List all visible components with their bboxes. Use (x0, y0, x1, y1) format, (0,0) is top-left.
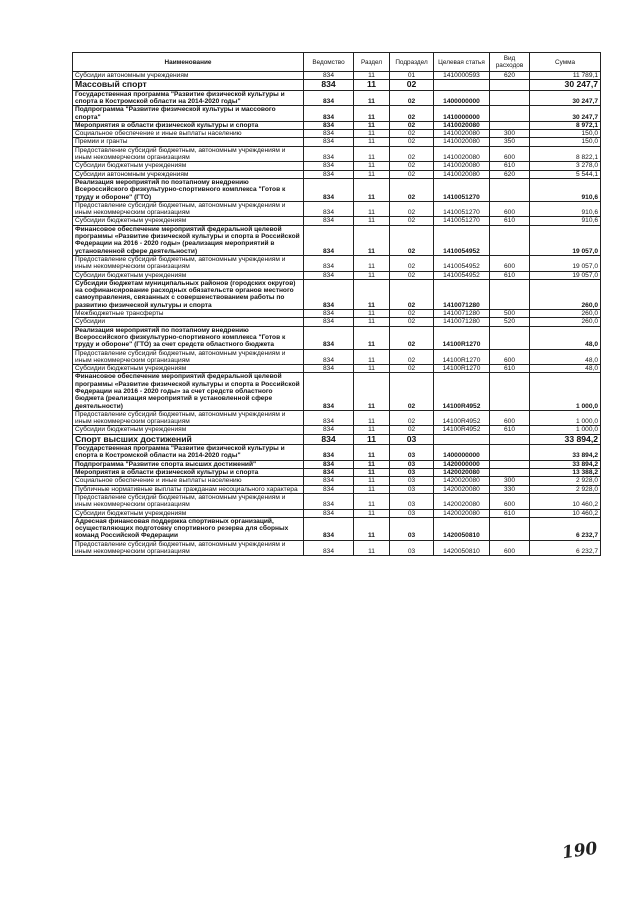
cell-name: Подпрограмма "Развитие спорта высших достижений" (73, 460, 304, 468)
cell-amount: 2 928,0 (530, 485, 601, 493)
cell-amount: 910,6 (530, 217, 601, 225)
cell-expense-type: 600 (490, 146, 530, 162)
table-row (73, 80, 601, 90)
cell-section: 11 (354, 517, 390, 540)
cell-department: 834 (304, 201, 354, 217)
cell-name: Субсидии бюджетным учреждениям (73, 217, 304, 225)
cell-name: Предоставление субсидий бюджетным, автономным учреждениям и иным некоммерческим организациям (73, 410, 304, 426)
cell-target-article: 1410051270 (434, 201, 490, 217)
cell-name: Социальное обеспечение и иные выплаты населению (73, 130, 304, 138)
cell-department: 834 (304, 540, 354, 556)
cell-section: 11 (354, 434, 390, 444)
cell-department: 834 (304, 106, 354, 122)
cell-subsection: 02 (390, 373, 434, 410)
cell-target-article: 1410071280 (434, 279, 490, 309)
cell-amount: 5 544,1 (530, 170, 601, 178)
table-row (73, 509, 601, 517)
cell-expense-type (490, 279, 530, 309)
cell-department: 834 (304, 225, 354, 255)
table-row (73, 146, 601, 162)
cell-target-article: 1420020080 (434, 485, 490, 493)
cell-expense-type: 610 (490, 271, 530, 279)
table-row (73, 72, 601, 80)
cell-amount: 30 247,7 (530, 106, 601, 122)
table-row (73, 138, 601, 146)
cell-section: 11 (354, 460, 390, 468)
cell-expense-type: 610 (490, 217, 530, 225)
cell-target-article: 1410020080 (434, 121, 490, 129)
cell-section: 11 (354, 121, 390, 129)
cell-target-article: 1410051270 (434, 178, 490, 201)
cell-name: Межбюджетные трансферты (73, 310, 304, 318)
cell-section: 11 (354, 445, 390, 461)
cell-expense-type (490, 434, 530, 444)
cell-expense-type: 600 (490, 493, 530, 509)
header-department: Ведомство (304, 53, 354, 72)
cell-target-article: 1420020080 (434, 469, 490, 477)
cell-amount: 3 278,0 (530, 162, 601, 170)
cell-name: Мероприятия в области физической культуры и спорта (73, 469, 304, 477)
cell-department: 834 (304, 80, 354, 90)
cell-expense-type (490, 469, 530, 477)
cell-subsection: 02 (390, 90, 434, 106)
header-expense-type: Вид расходов (490, 53, 530, 72)
cell-name: Финансовое обеспечение мероприятий федеральной целевой программы «Развитие физической культуры и спорта в Российской Федерации на 2016 - 2020 годы» за счет средств областного бюджета (реализация мероприятий в установленной сфере деятельности) (73, 373, 304, 410)
cell-amount: 8 972,1 (530, 121, 601, 129)
cell-section: 11 (354, 225, 390, 255)
cell-name: Субсидии (73, 318, 304, 326)
cell-subsection: 02 (390, 130, 434, 138)
cell-subsection: 03 (390, 434, 434, 444)
cell-expense-type: 610 (490, 426, 530, 434)
cell-subsection: 02 (390, 106, 434, 122)
cell-amount: 33 894,2 (530, 460, 601, 468)
cell-expense-type: 520 (490, 318, 530, 326)
cell-department: 834 (304, 349, 354, 365)
cell-subsection: 03 (390, 509, 434, 517)
cell-name: Премии и гранты (73, 138, 304, 146)
table-row (73, 121, 601, 129)
cell-department: 834 (304, 162, 354, 170)
cell-target-article: 14100R1270 (434, 349, 490, 365)
cell-department: 834 (304, 517, 354, 540)
cell-department: 834 (304, 146, 354, 162)
cell-target-article: 1410054952 (434, 255, 490, 271)
cell-amount: 260,0 (530, 318, 601, 326)
cell-amount: 10 460,2 (530, 509, 601, 517)
cell-section: 11 (354, 106, 390, 122)
cell-target-article: 1410054952 (434, 271, 490, 279)
cell-amount: 48,0 (530, 365, 601, 373)
cell-department: 834 (304, 373, 354, 410)
budget-document (72, 52, 600, 556)
cell-target-article: 1410051270 (434, 217, 490, 225)
cell-subsection: 03 (390, 540, 434, 556)
table-row (73, 326, 601, 349)
cell-amount: 6 232,7 (530, 517, 601, 540)
cell-department: 834 (304, 426, 354, 434)
table-header-row (73, 53, 601, 72)
cell-subsection: 02 (390, 162, 434, 170)
cell-subsection: 02 (390, 271, 434, 279)
cell-expense-type: 300 (490, 130, 530, 138)
cell-expense-type (490, 178, 530, 201)
cell-subsection: 02 (390, 318, 434, 326)
cell-target-article: 14100R4952 (434, 410, 490, 426)
cell-section: 11 (354, 279, 390, 309)
cell-expense-type: 610 (490, 162, 530, 170)
cell-expense-type (490, 225, 530, 255)
cell-section: 11 (354, 138, 390, 146)
cell-amount: 11 789,1 (530, 72, 601, 80)
cell-subsection: 03 (390, 445, 434, 461)
table-row (73, 170, 601, 178)
cell-section: 11 (354, 178, 390, 201)
header-target-article: Целевая статья (434, 53, 490, 72)
table-row (73, 201, 601, 217)
cell-amount: 30 247,7 (530, 90, 601, 106)
cell-expense-type (490, 121, 530, 129)
cell-amount: 150,0 (530, 130, 601, 138)
cell-subsection: 01 (390, 72, 434, 80)
table-row (73, 310, 601, 318)
cell-target-article: 1400000000 (434, 445, 490, 461)
cell-department: 834 (304, 460, 354, 468)
cell-department: 834 (304, 279, 354, 309)
cell-amount: 6 232,7 (530, 540, 601, 556)
cell-subsection: 02 (390, 349, 434, 365)
cell-name: Субсидии бюджетным учреждениям (73, 509, 304, 517)
table-row (73, 410, 601, 426)
cell-section: 11 (354, 318, 390, 326)
cell-subsection: 03 (390, 460, 434, 468)
cell-subsection: 02 (390, 279, 434, 309)
table-row (73, 426, 601, 434)
cell-department: 834 (304, 178, 354, 201)
cell-department: 834 (304, 310, 354, 318)
cell-name: Субсидии бюджетным учреждениям (73, 365, 304, 373)
cell-amount: 260,0 (530, 279, 601, 309)
cell-department: 834 (304, 445, 354, 461)
cell-name: Субсидии бюджетным учреждениям (73, 426, 304, 434)
cell-department: 834 (304, 121, 354, 129)
table-row (73, 477, 601, 485)
table-row (73, 225, 601, 255)
cell-department: 834 (304, 217, 354, 225)
cell-subsection: 02 (390, 178, 434, 201)
header-subsection: Подраздел (390, 53, 434, 72)
cell-section: 11 (354, 365, 390, 373)
cell-subsection: 02 (390, 80, 434, 90)
cell-subsection: 02 (390, 326, 434, 349)
cell-target-article: 1410000000 (434, 106, 490, 122)
cell-subsection: 02 (390, 201, 434, 217)
cell-name: Адресная финансовая поддержка спортивных организаций, осуществляющих подготовку спортивного резерва для сборных команд Российской Федерации (73, 517, 304, 540)
cell-target-article: 14100R1270 (434, 365, 490, 373)
cell-expense-type: 350 (490, 138, 530, 146)
cell-expense-type: 610 (490, 509, 530, 517)
cell-amount: 150,0 (530, 138, 601, 146)
cell-section: 11 (354, 146, 390, 162)
header-section: Раздел (354, 53, 390, 72)
cell-section: 11 (354, 485, 390, 493)
cell-expense-type (490, 80, 530, 90)
cell-amount: 48,0 (530, 349, 601, 365)
cell-name: Финансовое обеспечение мероприятий федеральной целевой программы «Развитие физической культуры и спорта в Российской Федерации на 2016 - 2020 годы» (реализация мероприятий в установленной сфере деятельности) (73, 225, 304, 255)
table-body (73, 72, 601, 556)
cell-name: Субсидии бюджетным учреждениям (73, 162, 304, 170)
table-row (73, 106, 601, 122)
cell-amount: 48,0 (530, 326, 601, 349)
cell-target-article: 14100R1270 (434, 326, 490, 349)
cell-subsection: 02 (390, 365, 434, 373)
cell-section: 11 (354, 72, 390, 80)
cell-department: 834 (304, 72, 354, 80)
cell-name: Предоставление субсидий бюджетным, автономным учреждениям и иным некоммерческим организациям (73, 146, 304, 162)
cell-name: Предоставление субсидий бюджетным, автономным учреждениям и иным некоммерческим организациям (73, 255, 304, 271)
cell-department: 834 (304, 326, 354, 349)
cell-subsection: 02 (390, 170, 434, 178)
cell-amount: 10 460,2 (530, 493, 601, 509)
cell-target-article: 1410020080 (434, 146, 490, 162)
table-row (73, 445, 601, 461)
cell-target-article: 1420020080 (434, 477, 490, 485)
cell-subsection: 02 (390, 310, 434, 318)
cell-target-article (434, 80, 490, 90)
cell-expense-type: 600 (490, 410, 530, 426)
cell-amount: 1 000,0 (530, 373, 601, 410)
table-row (73, 318, 601, 326)
cell-expense-type: 600 (490, 349, 530, 365)
cell-expense-type: 610 (490, 365, 530, 373)
cell-department: 834 (304, 130, 354, 138)
cell-target-article: 1410071280 (434, 310, 490, 318)
budget-table (72, 52, 601, 556)
cell-name: Предоставление субсидий бюджетным, автономным учреждениям и иным некоммерческим организациям (73, 493, 304, 509)
cell-subsection: 03 (390, 517, 434, 540)
cell-section: 11 (354, 540, 390, 556)
cell-subsection: 02 (390, 410, 434, 426)
cell-expense-type: 600 (490, 201, 530, 217)
cell-name: Реализация мероприятий по поэтапному внедрению Всероссийского физкультурно-спортивного комплекса "Готов к труду и обороне" (ГТО) за счет средств областного бюджета (73, 326, 304, 349)
cell-name: Социальное обеспечение и иные выплаты населению (73, 477, 304, 485)
cell-subsection: 02 (390, 138, 434, 146)
cell-department: 834 (304, 318, 354, 326)
cell-amount: 1 000,0 (530, 426, 601, 434)
page-number: 190 (560, 838, 599, 864)
cell-section: 11 (354, 469, 390, 477)
cell-subsection: 02 (390, 426, 434, 434)
table-row (73, 469, 601, 477)
cell-section: 11 (354, 255, 390, 271)
cell-name: Мероприятия в области физической культуры и спорта (73, 121, 304, 129)
cell-amount: 33 894,2 (530, 445, 601, 461)
cell-department: 834 (304, 485, 354, 493)
table-row (73, 349, 601, 365)
cell-section: 11 (354, 410, 390, 426)
cell-section: 11 (354, 162, 390, 170)
cell-subsection: 03 (390, 477, 434, 485)
table-row (73, 279, 601, 309)
cell-section: 11 (354, 326, 390, 349)
cell-amount: 19 057,0 (530, 225, 601, 255)
cell-section: 11 (354, 349, 390, 365)
cell-amount: 260,0 (530, 310, 601, 318)
cell-section: 11 (354, 310, 390, 318)
header-name: Наименование (73, 53, 304, 72)
cell-expense-type: 500 (490, 310, 530, 318)
cell-amount: 8 822,1 (530, 146, 601, 162)
cell-expense-type (490, 106, 530, 122)
cell-section: 11 (354, 426, 390, 434)
cell-name: Государственная программа "Развитие физической культуры и спорта в Костромской области на 2014-2020 годы" (73, 90, 304, 106)
cell-department: 834 (304, 410, 354, 426)
cell-name: Предоставление субсидий бюджетным, автономным учреждениям и иным некоммерческим организациям (73, 540, 304, 556)
cell-department: 834 (304, 434, 354, 444)
cell-expense-type (490, 326, 530, 349)
cell-department: 834 (304, 90, 354, 106)
cell-section: 11 (354, 130, 390, 138)
cell-target-article: 1420020080 (434, 493, 490, 509)
cell-name: Предоставление субсидий бюджетным, автономным учреждениям и иным некоммерческим организациям (73, 349, 304, 365)
cell-section: 11 (354, 493, 390, 509)
cell-expense-type (490, 373, 530, 410)
cell-name: Субсидии автономным учреждениям (73, 170, 304, 178)
cell-section: 11 (354, 90, 390, 106)
cell-expense-type (490, 517, 530, 540)
table-row (73, 485, 601, 493)
cell-section: 11 (354, 509, 390, 517)
cell-target-article: 1400000000 (434, 90, 490, 106)
cell-subsection: 02 (390, 146, 434, 162)
cell-amount: 910,6 (530, 201, 601, 217)
cell-department: 834 (304, 477, 354, 485)
cell-subsection: 02 (390, 225, 434, 255)
cell-name: Государственная программа "Развитие физической культуры и спорта в Костромской области на 2014-2020 годы" (73, 445, 304, 461)
cell-target-article: 1410020080 (434, 170, 490, 178)
cell-section: 11 (354, 373, 390, 410)
cell-amount: 13 388,2 (530, 469, 601, 477)
cell-subsection: 02 (390, 217, 434, 225)
table-row (73, 90, 601, 106)
cell-section: 11 (354, 217, 390, 225)
cell-name: Субсидии бюджетным учреждениям (73, 271, 304, 279)
cell-amount: 910,6 (530, 178, 601, 201)
table-row (73, 517, 601, 540)
table-row (73, 130, 601, 138)
cell-department: 834 (304, 509, 354, 517)
table-row (73, 162, 601, 170)
cell-department: 834 (304, 138, 354, 146)
cell-target-article: 1410020080 (434, 138, 490, 146)
cell-name: Массовый спорт (73, 80, 304, 90)
cell-target-article: 1410071280 (434, 318, 490, 326)
cell-expense-type: 300 (490, 477, 530, 485)
cell-amount: 19 057,0 (530, 271, 601, 279)
cell-subsection: 03 (390, 469, 434, 477)
cell-target-article: 1410000593 (434, 72, 490, 80)
cell-target-article: 1420050810 (434, 540, 490, 556)
cell-department: 834 (304, 469, 354, 477)
cell-section: 11 (354, 80, 390, 90)
cell-target-article: 1420050810 (434, 517, 490, 540)
table-row (73, 271, 601, 279)
cell-department: 834 (304, 255, 354, 271)
cell-amount: 2 928,0 (530, 477, 601, 485)
cell-name: Публичные нормативные выплаты гражданам несоциального характера (73, 485, 304, 493)
cell-section: 11 (354, 271, 390, 279)
cell-expense-type (490, 90, 530, 106)
cell-section: 11 (354, 201, 390, 217)
table-row (73, 365, 601, 373)
cell-section: 11 (354, 170, 390, 178)
cell-subsection: 02 (390, 121, 434, 129)
table-row (73, 255, 601, 271)
cell-expense-type: 620 (490, 170, 530, 178)
cell-name: Субсидии автономным учреждениям (73, 72, 304, 80)
cell-subsection: 03 (390, 493, 434, 509)
cell-name: Реализация мероприятий по поэтапному внедрению Всероссийского физкультурно-спортивного комплекса "Готов к труду и обороне" (ГТО) (73, 178, 304, 201)
table-row (73, 217, 601, 225)
cell-expense-type: 600 (490, 540, 530, 556)
cell-amount: 30 247,7 (530, 80, 601, 90)
table-row (73, 540, 601, 556)
cell-target-article: 1410054952 (434, 225, 490, 255)
table-row (73, 493, 601, 509)
cell-name: Подпрограмма "Развитие физической культуры и массового спорта" (73, 106, 304, 122)
cell-target-article: 1410020080 (434, 162, 490, 170)
cell-amount: 33 894,2 (530, 434, 601, 444)
table-row (73, 460, 601, 468)
cell-expense-type: 600 (490, 255, 530, 271)
cell-expense-type (490, 445, 530, 461)
cell-name: Спорт высших достижений (73, 434, 304, 444)
cell-expense-type: 620 (490, 72, 530, 80)
cell-target-article: 1420020080 (434, 509, 490, 517)
cell-section: 11 (354, 477, 390, 485)
cell-name: Субсидии бюджетам муниципальных районов (городских округов) на софинансирование расходных обязательств органов местного самоуправления, связанных с совершенствованием работы по развитию физической культуры и спорта (73, 279, 304, 309)
cell-department: 834 (304, 365, 354, 373)
cell-target-article: 1410020080 (434, 130, 490, 138)
cell-subsection: 02 (390, 255, 434, 271)
cell-department: 834 (304, 170, 354, 178)
table-row (73, 373, 601, 410)
cell-subsection: 03 (390, 485, 434, 493)
cell-target-article: 1420000000 (434, 460, 490, 468)
cell-name: Предоставление субсидий бюджетным, автономным учреждениям и иным некоммерческим организациям (73, 201, 304, 217)
cell-expense-type: 330 (490, 485, 530, 493)
cell-amount: 1 000,0 (530, 410, 601, 426)
cell-target-article: 14100R4952 (434, 373, 490, 410)
table-row (73, 178, 601, 201)
cell-target-article (434, 434, 490, 444)
table-row (73, 434, 601, 444)
cell-department: 834 (304, 493, 354, 509)
cell-expense-type (490, 460, 530, 468)
cell-target-article: 14100R4952 (434, 426, 490, 434)
header-amount: Сумма (530, 53, 601, 72)
cell-department: 834 (304, 271, 354, 279)
cell-amount: 19 057,0 (530, 255, 601, 271)
